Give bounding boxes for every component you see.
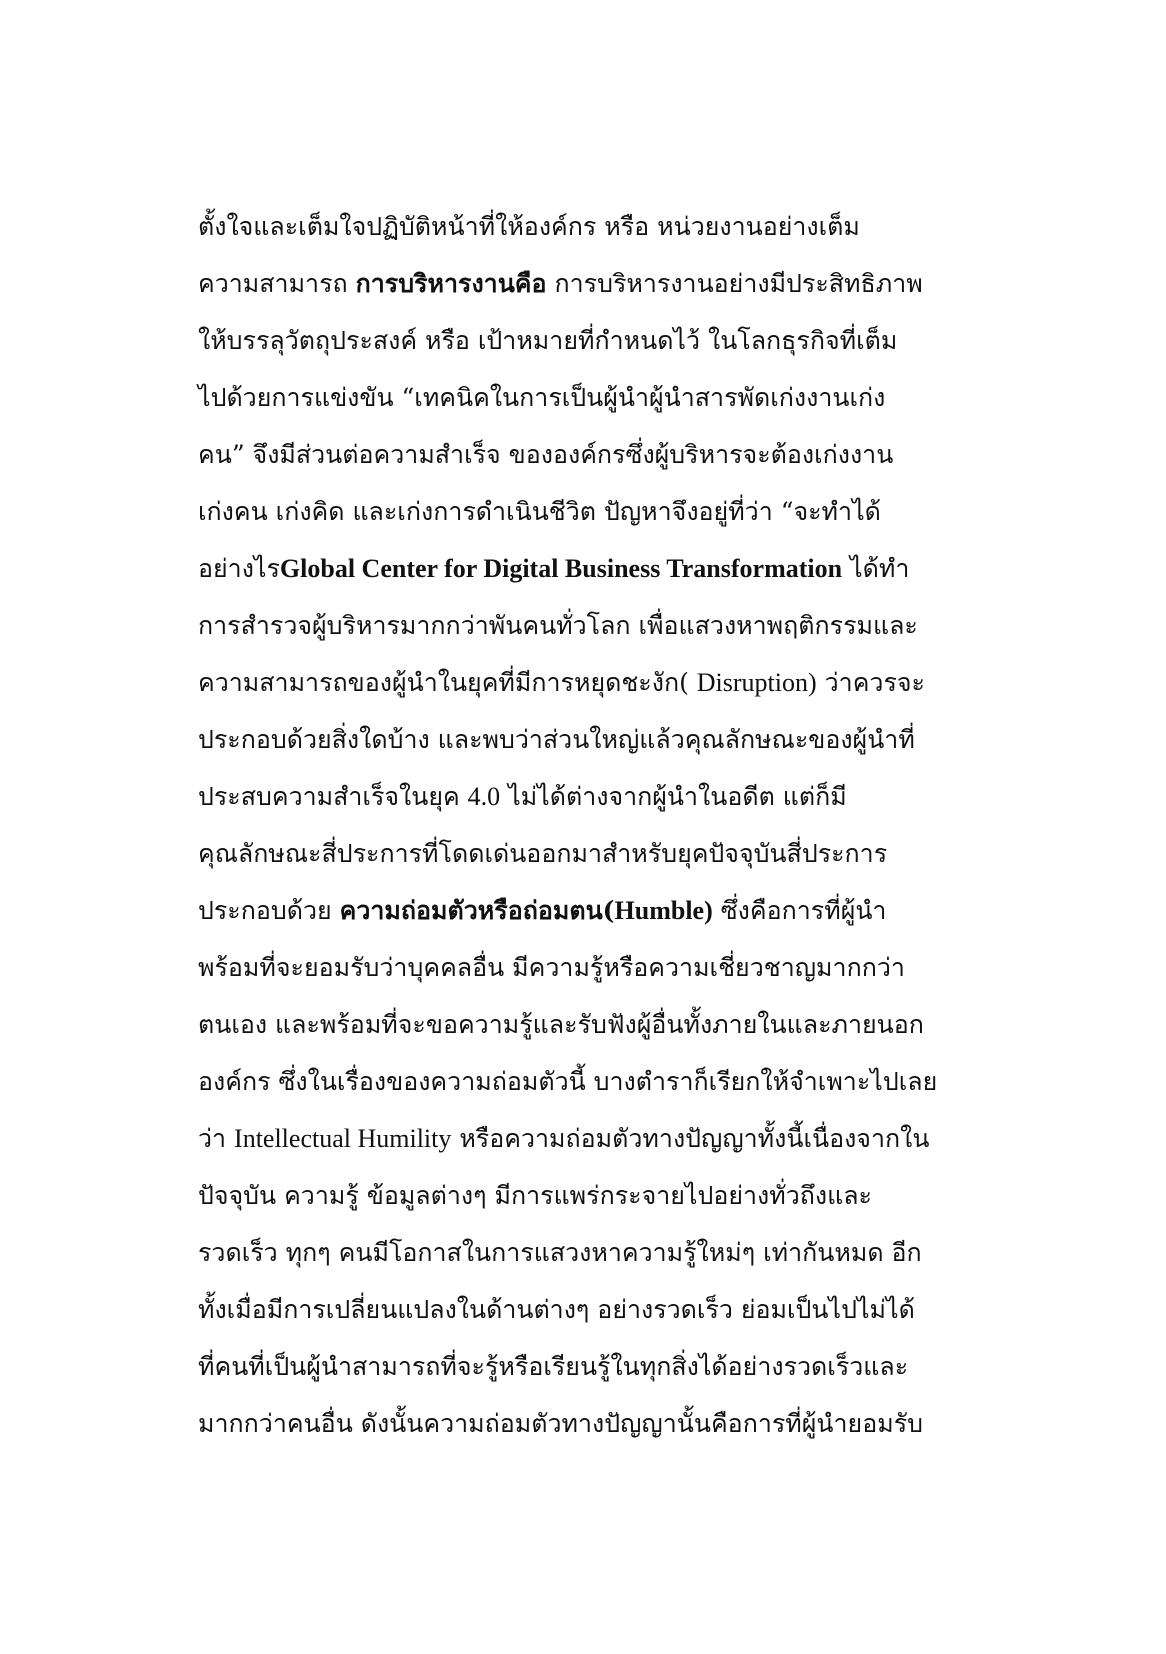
text-line [198, 1395, 978, 1452]
text-line [198, 768, 978, 825]
text-segment: เก่งคน เก่งคิด และเก่งการดำเนินชีวิต ปัญหาจึงอยู่ที่ว่า “จะทำได้ [198, 497, 881, 526]
text-segment: ได้ทำ [842, 554, 910, 583]
text-segment: ตนเอง และพร้อมที่จะขอความรู้และรับฟังผู้อื่นทั้งภายในและภายนอก [198, 1010, 924, 1039]
text-line [198, 369, 978, 426]
text-segment: ที่คนที่เป็นผู้นำสามารถที่จะรู้หรือเรียนรู้ในทุกสิ่งได้อย่างรวดเร็วและ [198, 1352, 909, 1381]
emphasized-text-segment: การบริหารงานคือ [355, 269, 547, 298]
text-segment: ความสามารถ [198, 269, 356, 298]
text-line [198, 996, 978, 1053]
text-line [198, 255, 978, 312]
text-line [198, 597, 978, 654]
emphasized-text-segment: ความถ่อมตัวหรือถ่อมตน( [339, 896, 615, 925]
text-line [198, 1338, 978, 1395]
text-line [198, 483, 978, 540]
text-segment: คน” จึงมีส่วนต่อความสำเร็จ ขององค์กรซึ่งผู้บริหารจะต้องเก่งงาน [198, 440, 894, 469]
text-segment: ทั้งเมื่อมีการเปลี่ยนแปลงในด้านต่างๆ อย่างรวดเร็ว ย่อมเป็นไปไม่ได้ [198, 1295, 915, 1324]
text-line [198, 198, 978, 255]
text-segment: ไม่ได้ต่างจากผู้นำในอดีต แต่ก็มี [500, 782, 847, 811]
emphasized-text-segment: Disruption) [696, 668, 817, 697]
text-segment: ตั้งใจและเต็มใจปฏิบัติหน้าที่ให้องค์กร หรือ หน่วยงานอย่างเต็ม [198, 212, 860, 241]
emphasized-text-segment: Global Center for Digital Business Transformation [279, 554, 843, 583]
text-segment: ว่าควรจะ [816, 668, 925, 697]
text-line [198, 825, 978, 882]
text-line [198, 939, 978, 996]
text-segment: ความสามารถของผู้นำในยุคที่มีการหยุดชะงัก( [198, 668, 697, 697]
text-segment: องค์กร ซึ่งในเรื่องของความถ่อมตัวนี้ บางตำราก็เรียกให้จำเพาะไปเลย [198, 1067, 938, 1096]
text-line [198, 426, 978, 483]
text-segment: ไปด้วยการแข่งขัน “เทคนิคในการเป็นผู้นำผู้นำสารพัดเก่งงานเก่ง [198, 383, 886, 412]
emphasized-text-segment: Humble) [614, 896, 713, 925]
text-segment: ประกอบด้วยสิ่งใดบ้าง และพบว่าส่วนใหญ่แล้วคุณลักษณะของผู้นำที่ [198, 725, 915, 754]
emphasized-text-segment: Intellectual Humility [234, 1124, 452, 1153]
text-line [198, 1110, 978, 1167]
text-segment: ประกอบด้วย [198, 896, 340, 925]
text-line [198, 1281, 978, 1338]
text-segment: การสำรวจผู้บริหารมากกว่าพันคนทั่วโลก เพื่อแสวงหาพฤติกรรมและ [198, 611, 918, 640]
text-line [198, 882, 978, 939]
text-line [198, 1224, 978, 1281]
text-segment: ให้บรรลุวัตถุประสงค์ หรือ เป้าหมายที่กำหนดไว้ ในโลกธุรกิจที่เต็ม [198, 326, 898, 355]
text-segment: ประสบความสำเร็จในยุค [198, 782, 468, 811]
text-segment: อย่างไร [198, 554, 280, 583]
text-line [198, 312, 978, 369]
text-segment: การบริหารงานอย่างมีประสิทธิภาพ [546, 269, 923, 298]
text-segment: รวดเร็ว ทุกๆ คนมีโอกาสในการแสวงหาความรู้ใหม่ๆ เท่ากันหมด อีก [198, 1238, 922, 1267]
text-segment: หรือความถ่อมตัวทางปัญญาทั้งนี้เนื่องจากใน [451, 1124, 930, 1153]
text-segment: มากกว่าคนอื่น ดังนั้นความถ่อมตัวทางปัญญานั้นคือการที่ผู้นำยอมรับ [198, 1409, 923, 1438]
text-segment: ซึ่งคือการที่ผู้นำ [712, 896, 887, 925]
text-line [198, 654, 978, 711]
text-segment: พร้อมที่จะยอมรับว่าบุคคลอื่น มีความรู้หรือความเชี่ยวชาญมากกว่า [198, 953, 905, 982]
text-segment: คุณลักษณะสี่ประการที่โดดเด่นออกมาสำหรับยุคปัจจุบันสี่ประการ [198, 839, 888, 868]
emphasized-text-segment: 4.0 [467, 782, 501, 811]
text-line [198, 540, 978, 597]
text-segment: ว่า [198, 1124, 235, 1153]
text-line [198, 1053, 978, 1110]
text-line [198, 711, 978, 768]
text-segment: ปัจจุบัน ความรู้ ข้อมูลต่างๆ มีการแพร่กระจายไปอย่างทั่วถึงและ [198, 1181, 872, 1210]
body-text [198, 198, 978, 1452]
text-line [198, 1167, 978, 1224]
